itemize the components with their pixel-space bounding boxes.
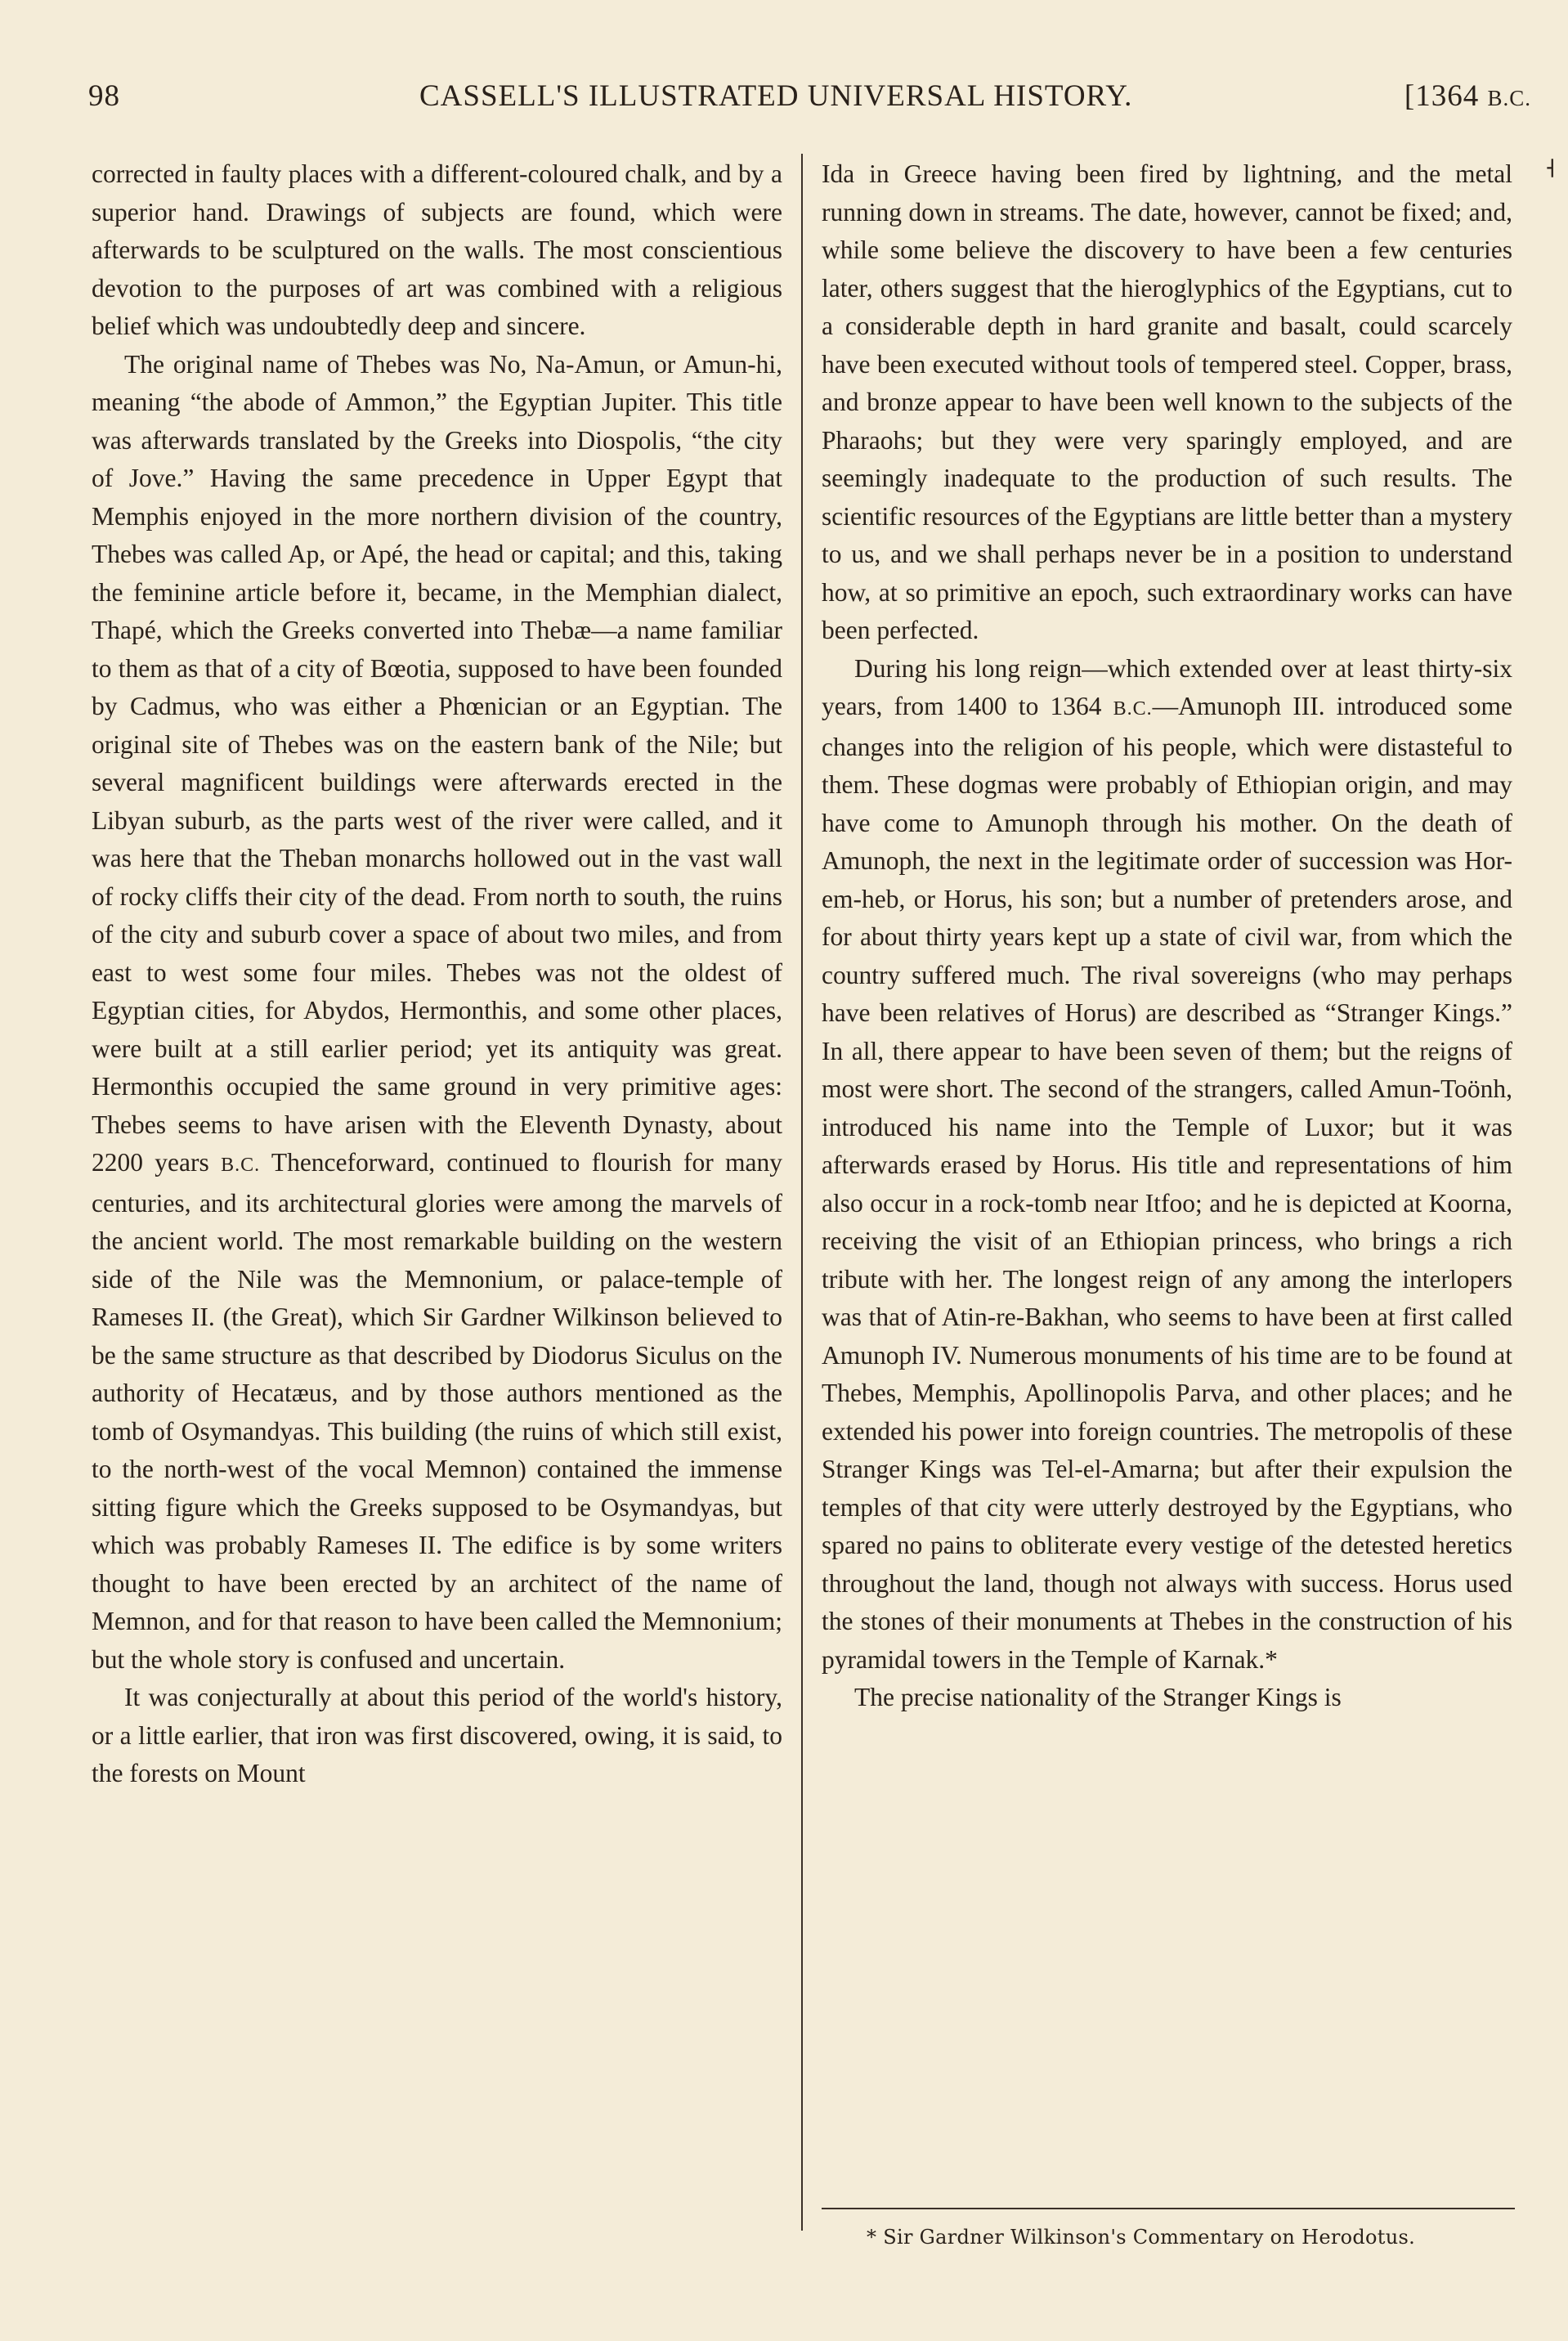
right-paragraph-3: The precise nationality of the Stranger Kings is [854,1683,1342,1711]
left-column [92,155,782,1793]
page-number: 98 [88,79,120,113]
right-column [822,155,1512,1717]
left-paragraph-3: It was conjecturally at about this period of the world's history, or a little earlier, that iron was first discovered, owing, it is said, to the forests on Mount [92,1683,782,1787]
right-paragraph-2-part-a: During his long reign—which extended over at least thirty-six years, from 1400 to 1364 [822,653,1512,720]
running-header [88,78,1531,128]
margin-mark: ˧ [1545,154,1556,183]
era-abbrev: B.C. [1113,698,1153,720]
column-divider [801,154,803,2231]
page-title: CASSELL'S ILLUSTRATED UNIVERSAL HISTORY. [419,79,1133,113]
right-paragraph-1: Ida in Greece having been fired by lightning, and the metal running down in streams. The date, however, cannot be fixed; and, while some believe the discovery to have been a few centuries later, others suggest that the hieroglyphics of the Egyptians, cut to a considerable depth in hard granite and basalt, could scarcely have been executed without tools of tempered steel. Copper, brass, and bronze appear to have been well known to the subjects of the Pharaohs; but they were very sparingly employed, and are seemingly inadequate to the production of such results. The scientific resources of the Egyptians are little better than a mystery to us, and we shall perhaps never be in a position to understand how, at so primitive an epoch, such extraordinary works can have been perfected. [822,159,1512,644]
right-paragraph-2 [822,650,1512,1680]
header-date-year: [1364 [1404,79,1480,113]
footnote-rule [822,2208,1515,2209]
header-date-era: B.C. [1487,86,1531,110]
left-paragraph-2-part-b: Thenceforward, continued to flourish for many centuries, and its architectural glories were among the marvels of the ancient world. The most remarkable building on the western side of the Nile was the Memnonium, or palace-temple of Rameses II. (the Great), which Sir Gardner Wilkinson believed to be the same structure as that described by Diodorus Siculus on the authority of Hecatæus, and by those authors mentioned as the tomb of Osymandyas. This building (the ruins of which still exist, to the north-west of the vocal Memnon) contained the immense sitting figure which the Greeks supposed to be Osymandyas, but which was probably Rameses II. The edifice is by some writers thought to have been erected by an architect of the name of Memnon, and for that reason to have been called the Memnonium; but the whole story is confused and uncertain. [92,1148,783,1674]
footnote: * Sir Gardner Wilkinson's Commentary on Herodotus. [867,2226,1416,2249]
era-abbrev: B.C. [221,1155,261,1176]
right-paragraph-2-part-b: —Amunoph III. introduced some changes into the religion of his people, which were distasteful to them. These dogmas were probably of Ethiopian origin, and may have come to Amunoph through his mother. On the death of Amunoph, the next in the legitimate order of succession was Hor-em-heb, or Horus, his son; but a number of pretenders arose, and for about thirty years kept up a state of civil war, from which the country suffered much. The rival sovereigns (who may perhaps have been relatives of Horus) are described as “Stranger Kings.” In all, there appear to have been seven of them; but the reigns of most were short. The second of the strangers, called Amun-Toönh, introduced his name into the Temple of Luxor; but it was afterwards erased by Horus. His title and representations of him also occur in a rock-tomb near Itfoo; and he is depicted at Koorna, receiving the visit of an Ethiopian princess, who brings a rich tribute with her. The longest reign of any among the interlopers was that of Atin-re-Bakhan, who seems to have been at first called Amunoph IV. Numerous monuments of his time are to be found at Thebes, Memphis, Apollinopolis Parva, and other places; and he extended his power into foreign countries. The metropolis of these Stranger Kings was Tel-el-Amarna; but after their expulsion the temples of that city were utterly destroyed by the Egyptians, who spared no pains to obliterate every vestige of the detested heretics throughout the land, though not always with success. Horus used the stones of their monuments at Thebes in the construction of his pyramidal towers in the Temple of Karnak.* [822,692,1512,1674]
header-date [1404,78,1531,114]
left-paragraph-2-part-a: The original name of Thebes was No, Na-Amun, or Amun-hi, meaning “the abode of Ammon,” the Egyptian Jupiter. This title was afterwards translated by the Greeks into Diospolis, “the city of Jove.” Having the same precedence in Upper Egypt that Memphis enjoyed in the more northern division of the country, Thebes was called Ap, or Apé, the head or capital; and this, taking the feminine article before it, became, in the Memphian dialect, Thapé, which the Greeks converted into Thebæ—a name familiar to them as that of a city of Bœotia, supposed to have been founded by Cadmus, who was either a Phœnician or an Egyptian. The original site of Thebes was on the eastern bank of the Nile; but several magnificent buildings were afterwards erected in the Libyan suburb, as the parts west of the river were called, and it was here that the Theban monarchs hollowed out in the vast wall of rocky cliffs their city of the dead. From north to south, the ruins of the city and suburb cover a space of about two miles, and from east to west some four miles. Thebes was not the oldest of Egyptian cities, for Abydos, Hermonthis, and some other places, were built at a still earlier period; yet its antiquity was great. Hermonthis occupied the same ground in very primitive ages: Thebes seems to have arisen with the Eleventh Dynasty, about 2200 years [92,349,782,1177]
left-paragraph-2 [92,346,782,1680]
left-paragraph-1: corrected in faulty places with a different-coloured chalk, and by a superior hand. Drawings of subjects are found, which were afterwards to be sculptured on the walls. The most conscientious devotion to the purposes of art was combined with a religious belief which was undoubtedly deep and sincere. [92,159,782,340]
